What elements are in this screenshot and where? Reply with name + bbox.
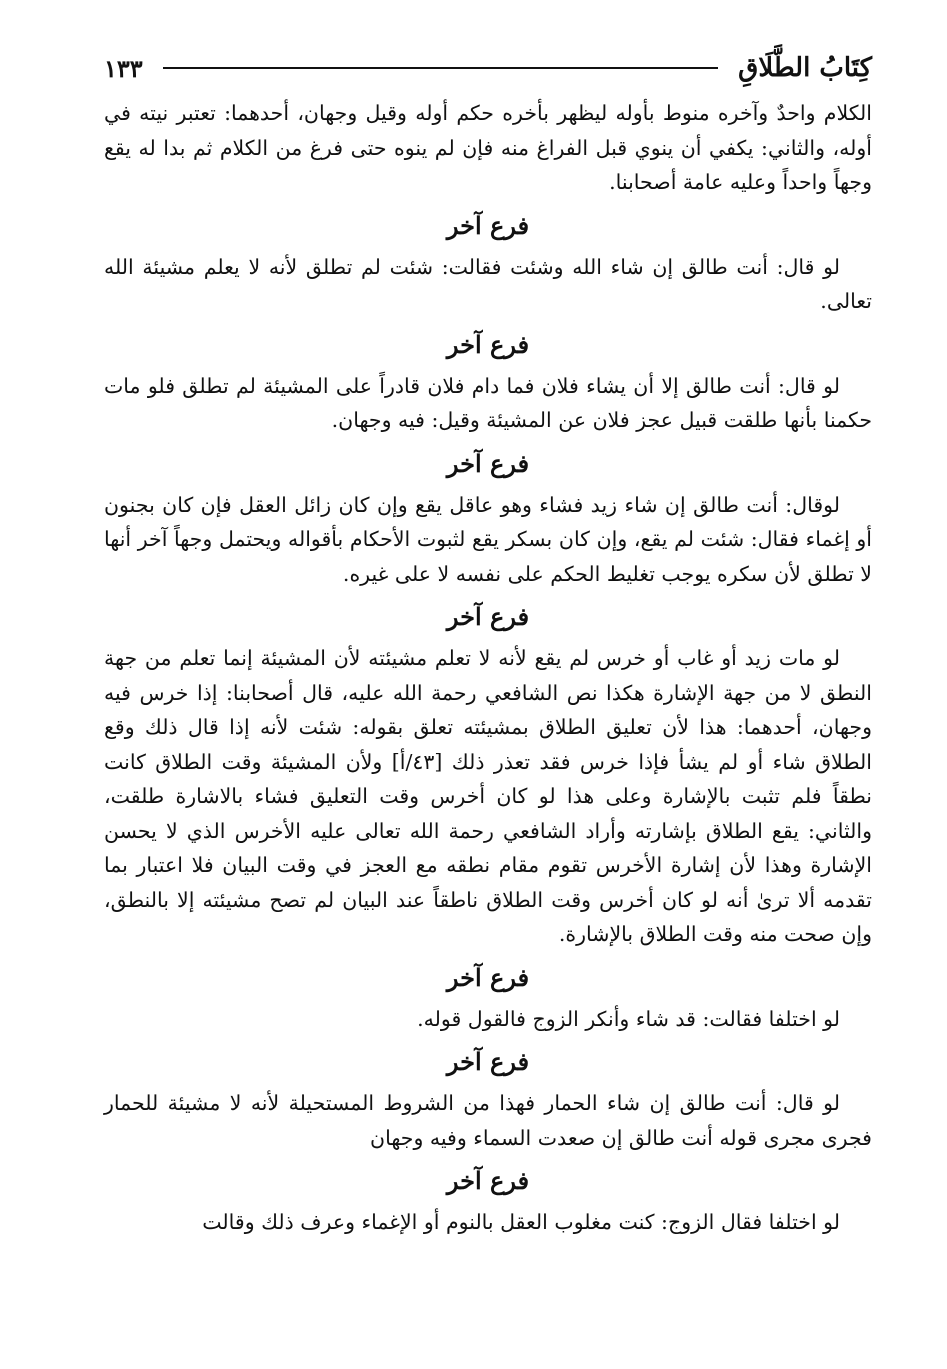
section-heading: فرع آخر xyxy=(446,329,530,359)
section-heading: فرع آخر xyxy=(446,448,530,478)
paragraph: لو قال: أنت طالق إن شاء الحمار فهذا من الشروط المستحيلة لأنه لا مشيئة للحمار فجرى مجرى قوله أنت طالق إن صعدت السماء وفيه وجهان xyxy=(104,1091,872,1150)
book-title: كِتَابُ الطَّلَاقِ xyxy=(738,53,872,83)
paragraph: لو مات زيد أو غاب أو خرس لم يقع لأنه لا تعلم مشيئته لأن المشيئة إنما تعلم من جهة النطق لا من جهة الإشارة هكذا نص الشافعي رحمة الله عليه، قال أصحابنا: إذا خرس فيه وجهان، أحدهما: هذا لأن تعليق الطلاق بمشيئته تعلق بقوله: شئت لأنه إذا قال ذلك وقع الطلاق شاء أو لم يشأ فإذا خرس فقد تعذر ذلك [٤٣/أ] ولأن المشيئة وقت الطلاق كانت نطقاً فلم تثبت بالإشارة وعلى هذا لو كان أخرس وقت التعليق فشاء بالاشارة طلقت، والثاني: يقع الطلاق بإشارته وأراد الشافعي رحمة الله تعالى عليه الأخرس الذي لا يحسن الإشارة وهذا لأن إشارة الأخرس تقوم مقام نطقه مع العجز في وقت البيان فلا اعتبار بما تقدمه ألا ترىٰ أنه لو كان أخرس وقت الطلاق ناطقاً عند البيان لم تصح مشيئته إلا بالنطق، وإن صحت منه وقت الطلاق بالإشارة. xyxy=(104,646,872,946)
paragraph: لوقال: أنت طالق إن شاء زيد فشاء وهو عاقل يقع وإن كان زائل العقل فإن كان بجنون أو إغماء فقال: شئت لم يقع، وإن كان بسكر يقع لثبوت الأحكام بأقواله ويحتمل وجهاً آخر أنها لا تطلق لأن سكره يوجب تغليط الحكم على نفسه لا على غيره. xyxy=(104,492,872,586)
page-header xyxy=(104,40,872,96)
section-heading: فرع آخر xyxy=(446,210,530,240)
section-heading: فرع آخر xyxy=(446,1166,530,1195)
header-rule xyxy=(163,67,718,69)
paragraph: لو قال: أنت طالق إن شاء الله وشئت فقالت: شئت لم تطلق لأنه لا يعلم مشيئة الله تعالى. xyxy=(104,254,872,313)
page-number: ١٣٣ xyxy=(104,53,143,83)
page-body xyxy=(104,96,872,1240)
paragraph: لو اختلفا فقالت: قد شاء وأنكر الزوج فالقول قوله. xyxy=(417,1006,840,1031)
section-heading: فرع آخر xyxy=(446,1047,530,1076)
section-heading: فرع آخر xyxy=(446,962,530,992)
section-heading: فرع آخر xyxy=(446,602,530,631)
paragraph: الكلام واحدٌ وآخره منوط بأوله ليظهر بأخره حكم أوله وقيل وجهان، أحدهما: تعتبر نيته في أوله، والثاني: يكفي أن ينوي قبل الفراغ منه فإن لم ينوه حتى فرغ من الكلام ثم بدا له يقع وجهاً واحداً وعليه عامة أصحابنا. xyxy=(104,101,872,194)
paragraph: لو قال: أنت طالق إلا أن يشاء فلان فما دام فلان قادراً على المشيئة لم تطلق فلو مات حكمنا بأنها طلقت قبيل عجز فلان عن المشيئة وقيل: فيه وجهان. xyxy=(104,373,872,432)
paragraph: لو اختلفا فقال الزوج: كنت مغلوب العقل بالنوم أو الإغماء وعرف ذلك وقالت xyxy=(202,1210,840,1234)
